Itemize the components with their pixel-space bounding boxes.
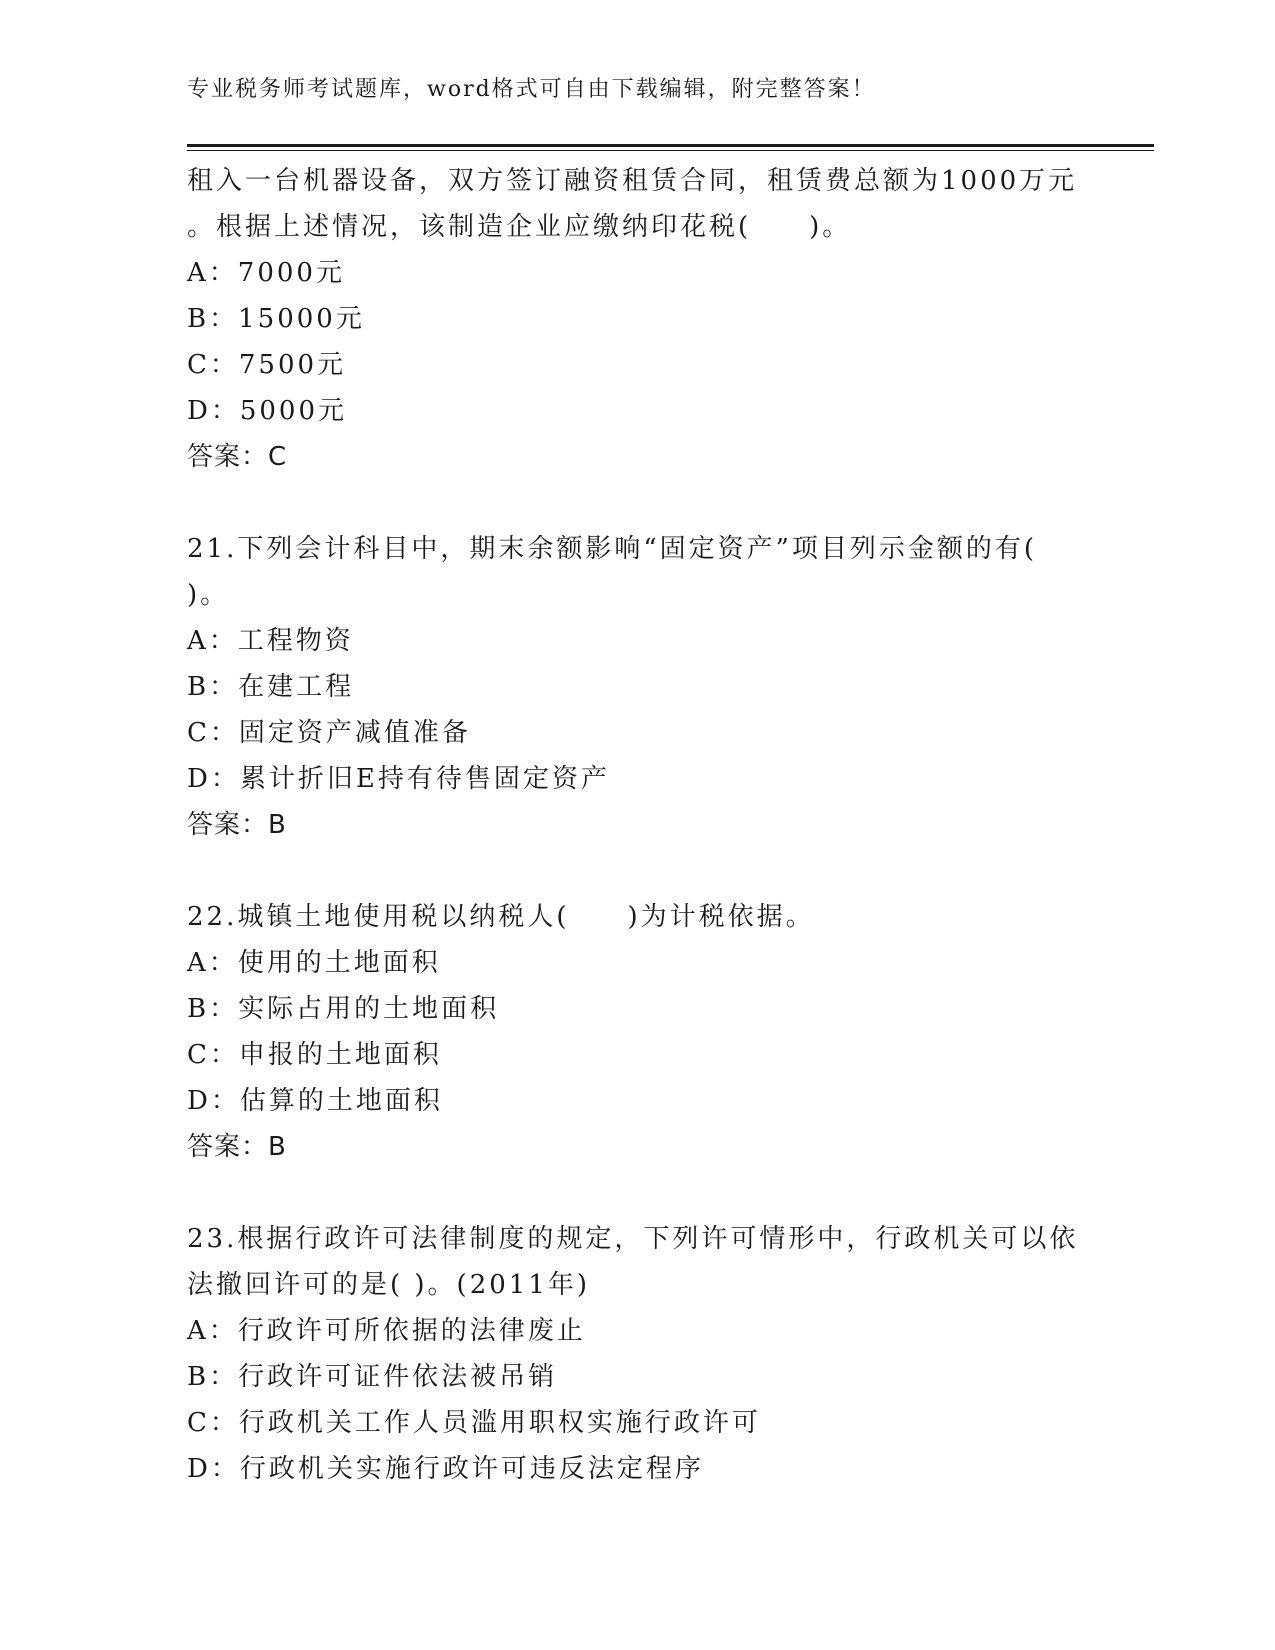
answer-line: 答案：C xyxy=(187,442,288,472)
option-c: C：申报的土地面积 xyxy=(187,1040,442,1070)
spacer xyxy=(187,848,1087,894)
answer-line: 答案：B xyxy=(187,1132,287,1162)
question-stem-line: 。根据上述情况，该制造企业应缴纳印花税( )。 xyxy=(187,212,852,242)
document-body xyxy=(187,158,1087,1492)
option-d: D：估算的土地面积 xyxy=(187,1086,443,1116)
question-stem-line: 23.根据行政许可法律制度的规定，下列许可情形中，行政机关可以依 xyxy=(187,1224,1079,1254)
header-rule-thin xyxy=(187,150,1154,151)
question-22 xyxy=(187,894,1087,1170)
question-stem-line: )。 xyxy=(187,580,230,610)
page-header: 专业税务师考试题库，word格式可自由下载编辑，附完整答案！ xyxy=(187,77,876,102)
option-a: A：7000元 xyxy=(187,258,345,288)
option-a: A：使用的土地面积 xyxy=(187,948,441,978)
option-d: D：行政机关实施行政许可违反法定程序 xyxy=(187,1454,704,1484)
option-c: C：行政机关工作人员滥用职权实施行政许可 xyxy=(187,1408,761,1438)
option-a: A：工程物资 xyxy=(187,626,354,656)
answer-line: 答案：B xyxy=(187,810,287,840)
option-c: C：固定资产减值准备 xyxy=(187,718,471,748)
option-b: B：实际占用的土地面积 xyxy=(187,994,500,1024)
option-d: D：累计折旧E持有待售固定资产 xyxy=(187,764,610,794)
option-c: C：7500元 xyxy=(187,350,347,380)
question-stem-line: 22.城镇土地使用税以纳税人( )为计税依据。 xyxy=(187,902,815,932)
option-a: A：行政许可所依据的法律废止 xyxy=(187,1316,586,1346)
spacer xyxy=(187,1170,1087,1216)
spacer xyxy=(187,480,1087,526)
question-stem-line: 法撤回许可的是( )。(2011年) xyxy=(187,1270,591,1300)
header-rule-thick xyxy=(187,144,1154,147)
question-stem-line: 租入一台机器设备，双方签订融资租赁合同，租赁费总额为1000万元 xyxy=(187,166,1078,196)
option-b: B：在建工程 xyxy=(187,672,355,702)
question-23 xyxy=(187,1216,1087,1492)
option-d: D：5000元 xyxy=(187,396,348,426)
question-20 xyxy=(187,158,1087,480)
option-b: B：15000元 xyxy=(187,304,365,334)
option-b: B：行政许可证件依法被吊销 xyxy=(187,1362,558,1392)
question-21 xyxy=(187,526,1087,848)
question-stem-line: 21.下列会计科目中，期末余额影响“固定资产”项目列示金额的有( xyxy=(187,534,1038,564)
